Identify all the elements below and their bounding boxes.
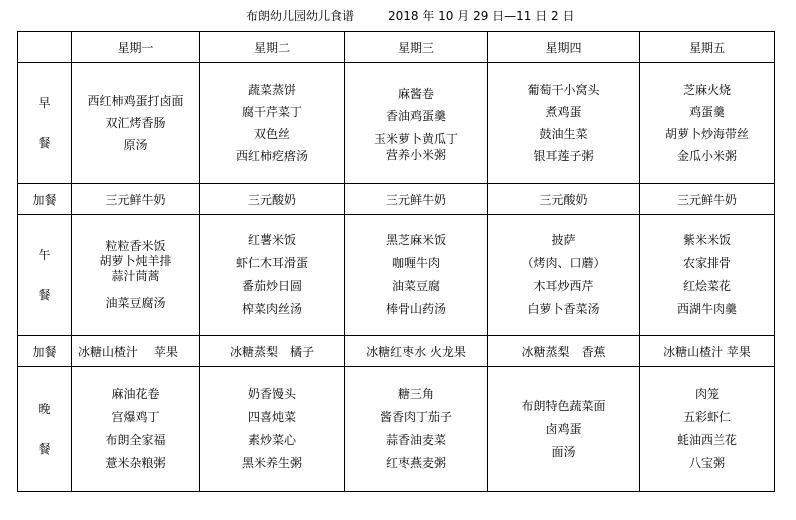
day-header: 星期五 — [640, 32, 775, 63]
menu-cell: 披萨 （烤肉、口蘑） 木耳炒西芹 白萝卜香菜汤 — [488, 215, 640, 336]
menu-cell: 三元鲜牛奶 — [345, 184, 488, 215]
snack1-row — [18, 184, 775, 215]
menu-cell: 芝麻火烧 鸡蛋羹 胡萝卜炒海带丝 金瓜小米粥 — [640, 63, 775, 184]
day-header: 星期一 — [72, 32, 200, 63]
menu-cell: 麻油花卷 宫爆鸡丁 布朗全家福 薏米杂粮粥 — [72, 367, 200, 492]
menu-cell: 冰糖山楂汁 苹果 — [72, 336, 200, 367]
day-header: 星期四 — [488, 32, 640, 63]
menu-cell: 葡萄干小窝头 煮鸡蛋 鼓油生菜 银耳莲子粥 — [488, 63, 640, 184]
dinner-row — [18, 367, 775, 492]
menu-cell: 紫米米饭 农家排骨 红烩菜花 西湖牛肉羹 — [640, 215, 775, 336]
snack2-row — [18, 336, 775, 367]
menu-cell: 三元鲜牛奶 — [72, 184, 200, 215]
menu-cell: 糖三角 酱香肉丁茄子 蒜香油麦菜 红枣燕麦粥 — [345, 367, 488, 492]
snack2-label: 加餐 — [18, 336, 72, 367]
lunch-row — [18, 215, 775, 336]
menu-table — [17, 31, 775, 492]
menu-cell: 粒粒香米饭 胡萝卜炖羊排 蒜汁茼蒿 油菜豆腐汤 — [72, 215, 200, 336]
menu-cell: 麻酱卷 香油鸡蛋羹 玉米萝卜黄瓜丁 营养小米粥 — [345, 63, 488, 184]
menu-cell: 红薯米饭 虾仁木耳滑蛋 番茄炒日圆 榨菜肉丝汤 — [200, 215, 345, 336]
menu-cell: 三元酸奶 — [200, 184, 345, 215]
menu-cell: 三元酸奶 — [488, 184, 640, 215]
breakfast-label: 早 餐 — [18, 63, 72, 184]
menu-cell: 冰糖山楂汁 苹果 — [640, 336, 775, 367]
day-header: 星期二 — [200, 32, 345, 63]
menu-cell: 肉笼 五彩虾仁 蚝油西兰花 八宝粥 — [640, 367, 775, 492]
lunch-label: 午 餐 — [18, 215, 72, 336]
menu-cell: 西红柿鸡蛋打卤面 双汇烤香肠 原汤 — [72, 63, 200, 184]
menu-cell: 三元鲜牛奶 — [640, 184, 775, 215]
title-date: 2018 年 10 月 29 日—11 日 2 日 — [388, 9, 575, 23]
snack1-label: 加餐 — [18, 184, 72, 215]
breakfast-row — [18, 63, 775, 184]
day-header: 星期三 — [345, 32, 488, 63]
menu-cell: 冰糖红枣水 火龙果 — [345, 336, 488, 367]
menu-title — [0, 7, 796, 25]
menu-cell: 黑芝麻米饭 咖喱牛肉 油菜豆腐 棒骨山药汤 — [345, 215, 488, 336]
menu-cell: 冰糖蒸梨 橘子 — [200, 336, 345, 367]
dinner-label: 晚 餐 — [18, 367, 72, 492]
menu-cell: 奶香馒头 四喜炖菜 素炒菜心 黑米养生粥 — [200, 367, 345, 492]
menu-cell: 冰糖蒸梨 香蕉 — [488, 336, 640, 367]
header-row — [18, 32, 775, 63]
title-name: 布朗幼儿园幼儿食谱 — [246, 9, 355, 23]
menu-cell: 布朗特色蔬菜面 卤鸡蛋 面汤 — [488, 367, 640, 492]
menu-cell: 蔬菜蒸饼 腐干芹菜丁 双色丝 西红柿疙瘩汤 — [200, 63, 345, 184]
corner-cell — [18, 32, 72, 63]
